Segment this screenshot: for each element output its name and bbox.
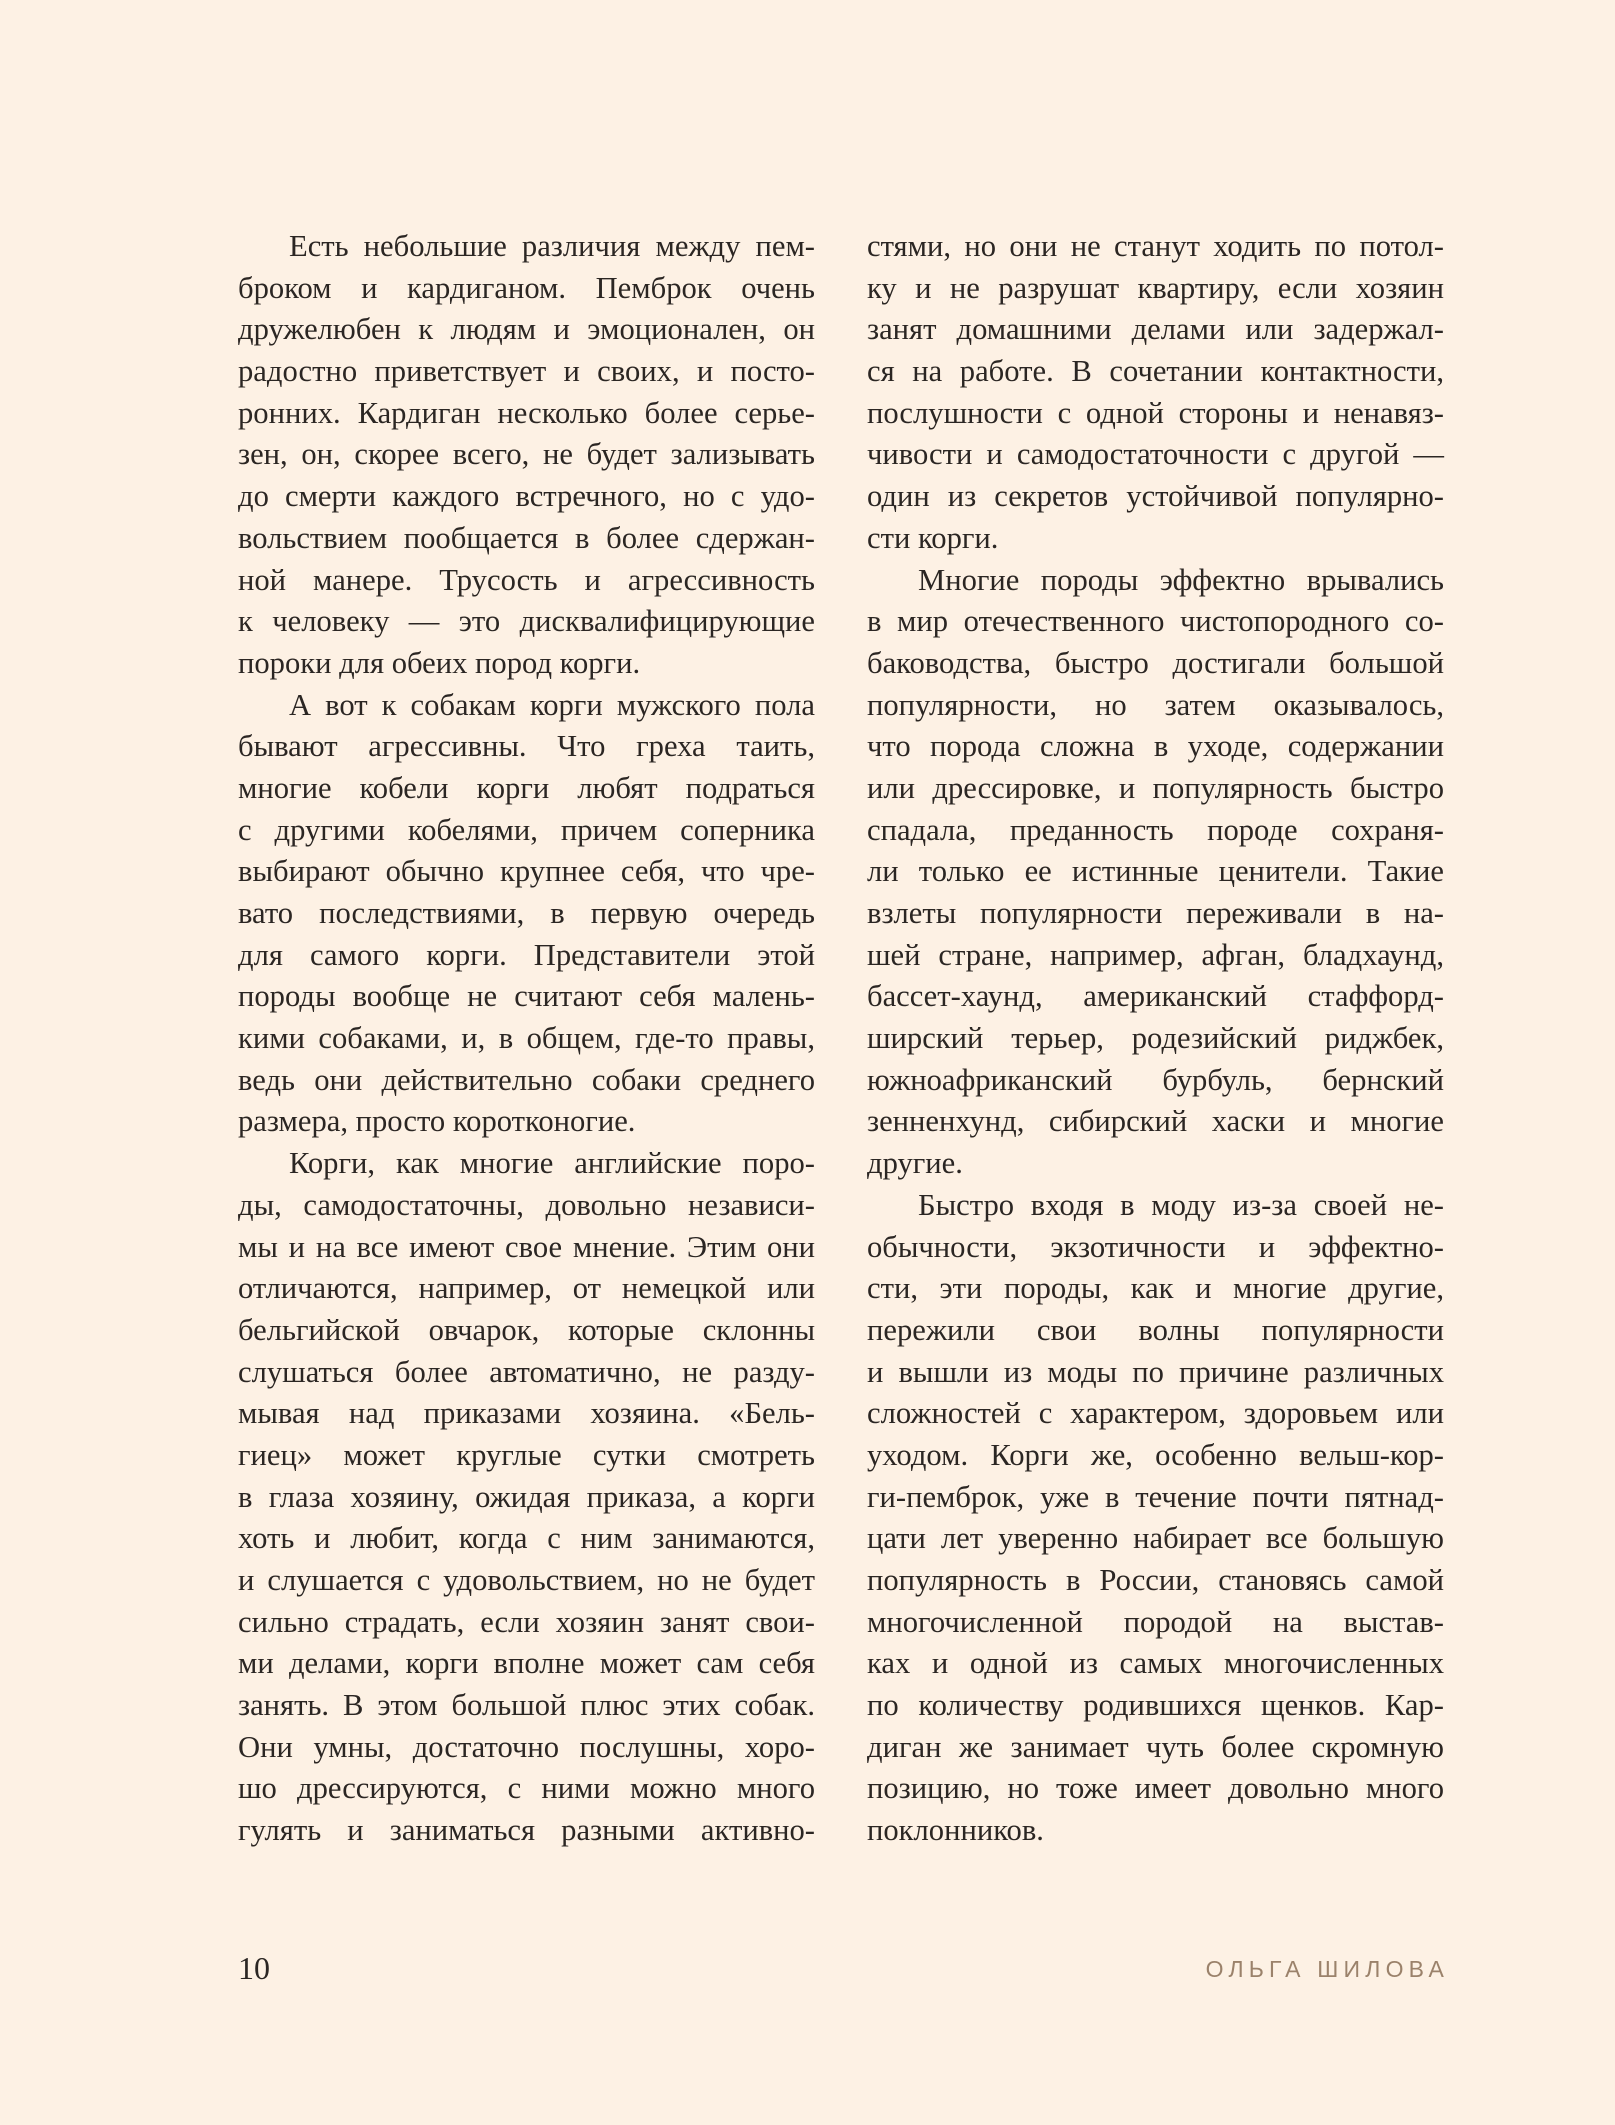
text-line: мы и на все имеют свое мнение. Этим они	[238, 1229, 815, 1264]
text-line: ды, самодостаточны, довольно независи-	[238, 1187, 815, 1222]
text-line: поклонников.	[867, 1813, 1044, 1848]
text-line: позицию, но тоже имеет довольно много	[867, 1771, 1444, 1806]
text-line: пороки для обеих пород корги.	[238, 645, 641, 680]
text-line: вольствием пообщается в более сдержан-	[238, 520, 815, 555]
text-line: по количеству родившихся щенков. Кар-	[867, 1688, 1444, 1723]
text-line: гиец» может круглые сутки смотреть	[238, 1437, 815, 1472]
text-line: выбирают обычно крупнее себя, что чре-	[238, 854, 815, 889]
text-line: гулять и заниматься разными активно-	[238, 1813, 815, 1848]
text-line: цати лет уверенно набирает все большую	[867, 1521, 1444, 1556]
text-line: один из секретов устойчивой популярно-	[867, 479, 1444, 514]
text-line: мывая над приказами хозяина. «Бель-	[238, 1396, 815, 1431]
text-line: спадала, преданность породе сохраня-	[867, 812, 1444, 847]
text-line: А вот к собакам корги мужского пола	[289, 687, 815, 722]
text-line: или дрессировке, и популярность быстро	[867, 770, 1444, 805]
text-line: ронних. Кардиган несколько более серье-	[238, 395, 815, 430]
text-line: с другими кобелями, причем соперника	[238, 812, 815, 847]
text-line: для самого корги. Представители этой	[238, 937, 815, 972]
text-line: радостно приветствует и своих, и посто-	[238, 354, 815, 389]
text-line: шей стране, например, афган, бладхаунд,	[867, 937, 1444, 972]
text-line: многочисленной породой на выстав-	[867, 1604, 1444, 1639]
text-line: баководства, быстро достигали большой	[867, 645, 1444, 680]
text-line: зен, он, скорее всего, не будет зализывать	[238, 437, 815, 472]
text-line: ли только ее истинные ценители. Такие	[867, 854, 1444, 889]
text-line: кими собаками, и, в общем, где-то правы,	[238, 1021, 815, 1056]
text-line: хоть и любит, когда с ним занимаются,	[238, 1521, 815, 1556]
text-line: другие.	[867, 1146, 963, 1181]
text-line: бассет-хаунд, американский стаффорд-	[867, 979, 1444, 1014]
text-line: зенненхунд, сибирский хаски и многие	[867, 1104, 1444, 1139]
text-line: дружелюбен к людям и эмоционален, он	[238, 312, 815, 347]
right-column	[867, 226, 1444, 1852]
text-line: чивости и самодостаточности с другой —	[867, 437, 1444, 472]
text-line: занять. В этом большой плюс этих собак.	[238, 1688, 815, 1723]
text-line: сложностей с характером, здоровьем или	[867, 1396, 1444, 1431]
text-line: Есть небольшие различия между пем-	[289, 229, 815, 263]
text-line: южноафриканский бурбуль, бернский	[867, 1062, 1444, 1097]
text-line: взлеты популярности переживали в на-	[867, 896, 1444, 930]
text-line: бельгийской овчарок, которые склонны	[238, 1312, 815, 1347]
text-line: шо дрессируются, с ними можно много	[238, 1771, 815, 1806]
text-line: что порода сложна в уходе, содержании	[867, 729, 1444, 764]
text-line: Быстро входя в моду из-за своей не-	[918, 1187, 1444, 1222]
text-line: размера, просто коротконогие.	[238, 1104, 636, 1139]
text-line: в мир отечественного чистопородного со-	[867, 604, 1444, 639]
text-line: пережили свои волны популярности	[867, 1312, 1444, 1347]
text-line: сильно страдать, если хозяин занят свои-	[238, 1604, 815, 1639]
text-line: ги-пемброк, уже в течение почти пятнад-	[867, 1479, 1444, 1514]
text-line: ку и не разрушат квартиру, если хозяин	[867, 270, 1444, 305]
running-head-author: ОЛЬГА ШИЛОВА	[1205, 1956, 1449, 1982]
text-line: ширский терьер, родезийский риджбек,	[867, 1021, 1444, 1056]
text-line: Корги, как многие английские поро-	[289, 1146, 815, 1181]
text-line: отличаются, например, от немецкой или	[238, 1271, 815, 1306]
text-line: многие кобели корги любят подраться	[238, 770, 815, 805]
text-line: ведь они действительно собаки среднего	[238, 1062, 815, 1097]
text-line: Многие породы эффектно врывались	[918, 562, 1444, 597]
text-line: популярности, но затем оказывалось,	[867, 687, 1444, 722]
text-line: слушаться более автоматично, не разду-	[238, 1354, 815, 1389]
text-line: ся на работе. В сочетании контактности,	[867, 354, 1444, 389]
page-number: 10	[238, 1950, 270, 1986]
text-line: популярность в России, становясь самой	[867, 1563, 1444, 1597]
text-line: послушности с одной стороны и ненавяз-	[867, 395, 1444, 430]
text-line: сти, эти породы, как и многие другие,	[867, 1271, 1444, 1306]
text-line: диган же занимает чуть более скромную	[867, 1729, 1444, 1764]
text-line: и вышли из моды по причине различных	[867, 1354, 1444, 1389]
text-line: до смерти каждого встречного, но с удо-	[238, 479, 815, 514]
text-line: уходом. Корги же, особенно вельш-кор-	[867, 1437, 1444, 1472]
left-column	[238, 226, 815, 1852]
text-line: породы вообще не считают себя малень-	[238, 979, 815, 1014]
text-line: броком и кардиганом. Пемброк очень	[238, 270, 815, 305]
text-line: бывают агрессивны. Что греха таить,	[238, 729, 815, 764]
text-line: к человеку — это дисквалифицирующие	[238, 604, 815, 639]
text-line: обычности, экзотичности и эффектно-	[867, 1229, 1444, 1264]
text-line: Они умны, достаточно послушны, хоро-	[238, 1729, 815, 1764]
text-line: ках и одной из самых многочисленных	[867, 1646, 1444, 1681]
text-line: в глаза хозяину, ожидая приказа, а корги	[238, 1479, 815, 1514]
text-line: вато последствиями, в первую очередь	[238, 896, 815, 930]
text-line: сти корги.	[867, 520, 999, 555]
text-line: стями, но они не станут ходить по потол-	[867, 229, 1444, 263]
text-line: занят домашними делами или задержал-	[867, 312, 1444, 347]
text-line: ми делами, корги вполне может сам себя	[238, 1646, 815, 1681]
text-line: и слушается с удовольствием, но не будет	[238, 1563, 815, 1597]
text-line: ной манере. Трусость и агрессивность	[238, 562, 815, 597]
